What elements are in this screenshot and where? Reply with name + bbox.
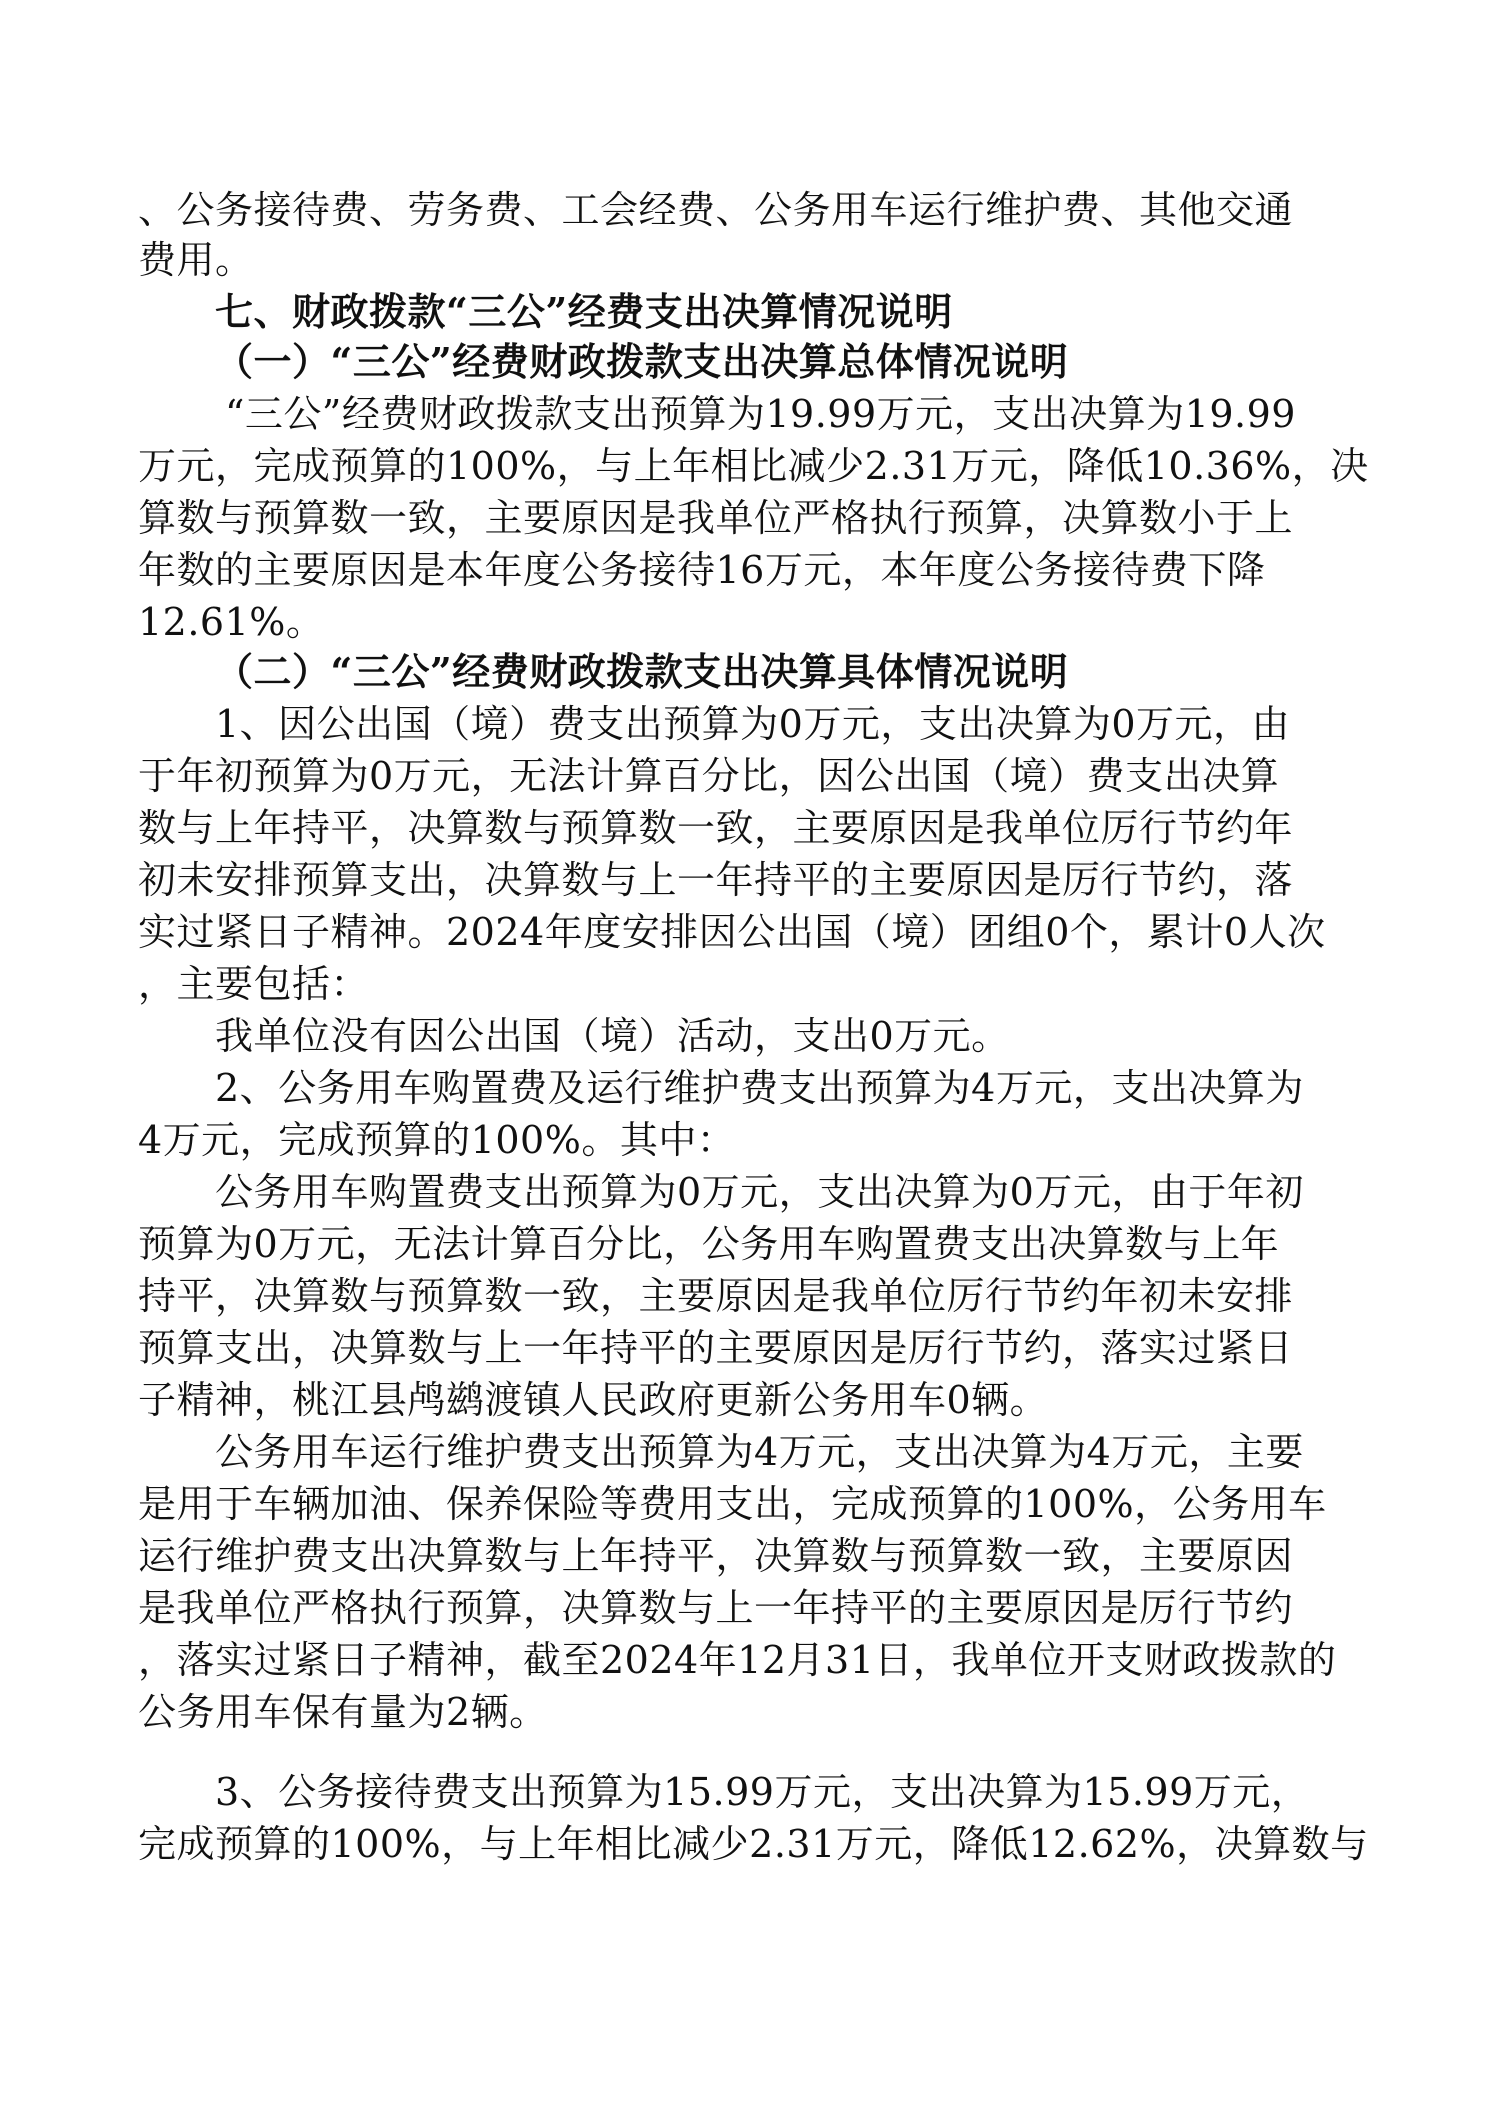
- text-line: 我单位没有因公出国（境）活动，支出0万元。: [215, 1014, 1010, 1058]
- text-line: ，主要包括：: [138, 962, 370, 1006]
- text-line: “三公”经费财政拨款支出预算为19.99万元，支出决算为19.99: [225, 392, 1296, 436]
- text-line: 完成预算的100%，与上年相比减少2.31万元，降低12.62%，决算数与: [138, 1822, 1369, 1866]
- text-line: 年数的主要原因是本年度公务接待16万元，本年度公务接待费下降: [138, 548, 1266, 592]
- text-line: 公务用车运行维护费支出预算为4万元，支出决算为4万元，主要: [215, 1430, 1304, 1474]
- text-line: 4万元，完成预算的100%。其中：: [138, 1118, 736, 1162]
- text-line: 持平，决算数与预算数一致，主要原因是我单位厉行节约年初未安排: [138, 1274, 1294, 1318]
- text-line: 、公务接待费、劳务费、工会经费、公务用车运行维护费、其他交通: [138, 188, 1294, 232]
- text-line: 算数与预算数一致，主要原因是我单位严格执行预算，决算数小于上: [138, 496, 1294, 540]
- text-line: 2、公务用车购置费及运行维护费支出预算为4万元，支出决算为: [215, 1066, 1304, 1110]
- text-line: 初未安排预算支出，决算数与上一年持平的主要原因是厉行节约，落: [138, 858, 1294, 902]
- text-line: 运行维护费支出决算数与上年持平，决算数与预算数一致，主要原因: [138, 1534, 1294, 1578]
- text-line: 子精神，桃江县鸬鹚渡镇人民政府更新公务用车0辆。: [138, 1378, 1049, 1422]
- text-line: 公务用车保有量为2辆。: [138, 1690, 548, 1734]
- text-line: 预算为0万元，无法计算百分比，公务用车购置费支出决算数与上年: [138, 1222, 1280, 1266]
- text-line: 3、公务接待费支出预算为15.99万元，支出决算为15.99万元，: [215, 1770, 1310, 1814]
- text-line: 预算支出，决算数与上一年持平的主要原因是厉行节约，落实过紧日: [138, 1326, 1294, 1370]
- text-line: 于年初预算为0万元，无法计算百分比，因公出国（境）费支出决算: [138, 754, 1280, 798]
- section-heading: 七、财政拨款“三公”经费支出决算情况说明: [215, 289, 953, 334]
- text-line: ，落实过紧日子精神，截至2024年12月31日，我单位开支财政拨款的: [138, 1638, 1337, 1682]
- text-line: 公务用车购置费支出预算为0万元，支出决算为0万元，由于年初: [215, 1170, 1304, 1214]
- text-line: 1、因公出国（境）费支出预算为0万元，支出决算为0万元，由: [215, 702, 1291, 746]
- text-line: 实过紧日子精神。2024年度安排因公出国（境）团组0个，累计0人次: [138, 910, 1326, 954]
- text-line: 费用。: [138, 238, 254, 282]
- subsection-heading: （二）“三公”经费财政拨款支出决算具体情况说明: [215, 649, 1069, 694]
- text-line: 万元，完成预算的100%，与上年相比减少2.31万元，降低10.36%，决: [138, 444, 1369, 488]
- subsection-heading: （一）“三公”经费财政拨款支出决算总体情况说明: [215, 339, 1069, 384]
- text-line: 12.61%。: [138, 600, 325, 644]
- text-line: 是用于车辆加油、保养保险等费用支出，完成预算的100%，公务用车: [138, 1482, 1327, 1526]
- text-line: 数与上年持平，决算数与预算数一致，主要原因是我单位厉行节约年: [138, 806, 1294, 850]
- text-line: 是我单位严格执行预算，决算数与上一年持平的主要原因是厉行节约: [138, 1586, 1294, 1630]
